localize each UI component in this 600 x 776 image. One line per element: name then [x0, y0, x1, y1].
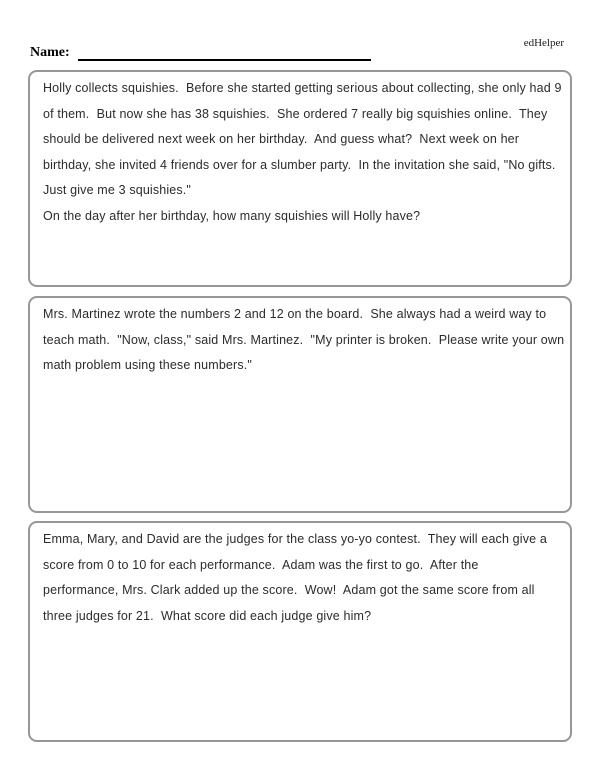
problem-text-line: three judges for 21. What score did each judge give him? — [43, 608, 372, 623]
problem-text-line: math problem using these numbers." — [43, 358, 252, 372]
problem-text-line: On the day after her birthday, how many squishies will Holly have? — [43, 208, 421, 223]
problem-text-line: Just give me 3 squishies." — [43, 183, 191, 197]
problem-box-2 — [28, 296, 572, 513]
problem-text-line: of them. But now she has 38 squishies. She ordered 7 really big squishies online. They — [43, 106, 548, 121]
problem-text-line: Holly collects squishies. Before she started getting serious about collecting, she only had 9 — [43, 81, 562, 95]
problem-text-line: score from 0 to 10 for each performance. Adam was the first to go. After the — [43, 557, 479, 572]
name-blank-line[interactable] — [78, 45, 371, 61]
problem-box-3 — [28, 521, 572, 742]
problem-text-line: birthday, she invited 4 friends over for a slumber party. In the invitation she said, "No gifts. — [43, 157, 556, 172]
problem-text-line: teach math. "Now, class," said Mrs. Martinez. "My printer is broken. Please write your own — [43, 332, 565, 347]
name-row — [30, 45, 371, 61]
name-label: Name: — [30, 45, 70, 60]
problem-box-1 — [28, 70, 572, 287]
edhelper-logo: edHelper — [523, 37, 564, 49]
problem-text-line: should be delivered next week on her birthday. And guess what? Next week on her — [43, 132, 520, 146]
problem-text-line: performance, Mrs. Clark added up the score. Wow! Adam got the same score from all — [43, 583, 535, 597]
problem-text-line: Emma, Mary, and David are the judges for the class yo-yo contest. They will each give a — [43, 532, 547, 546]
problem-text-line: Mrs. Martinez wrote the numbers 2 and 12 on the board. She always had a weird way to — [43, 307, 547, 321]
